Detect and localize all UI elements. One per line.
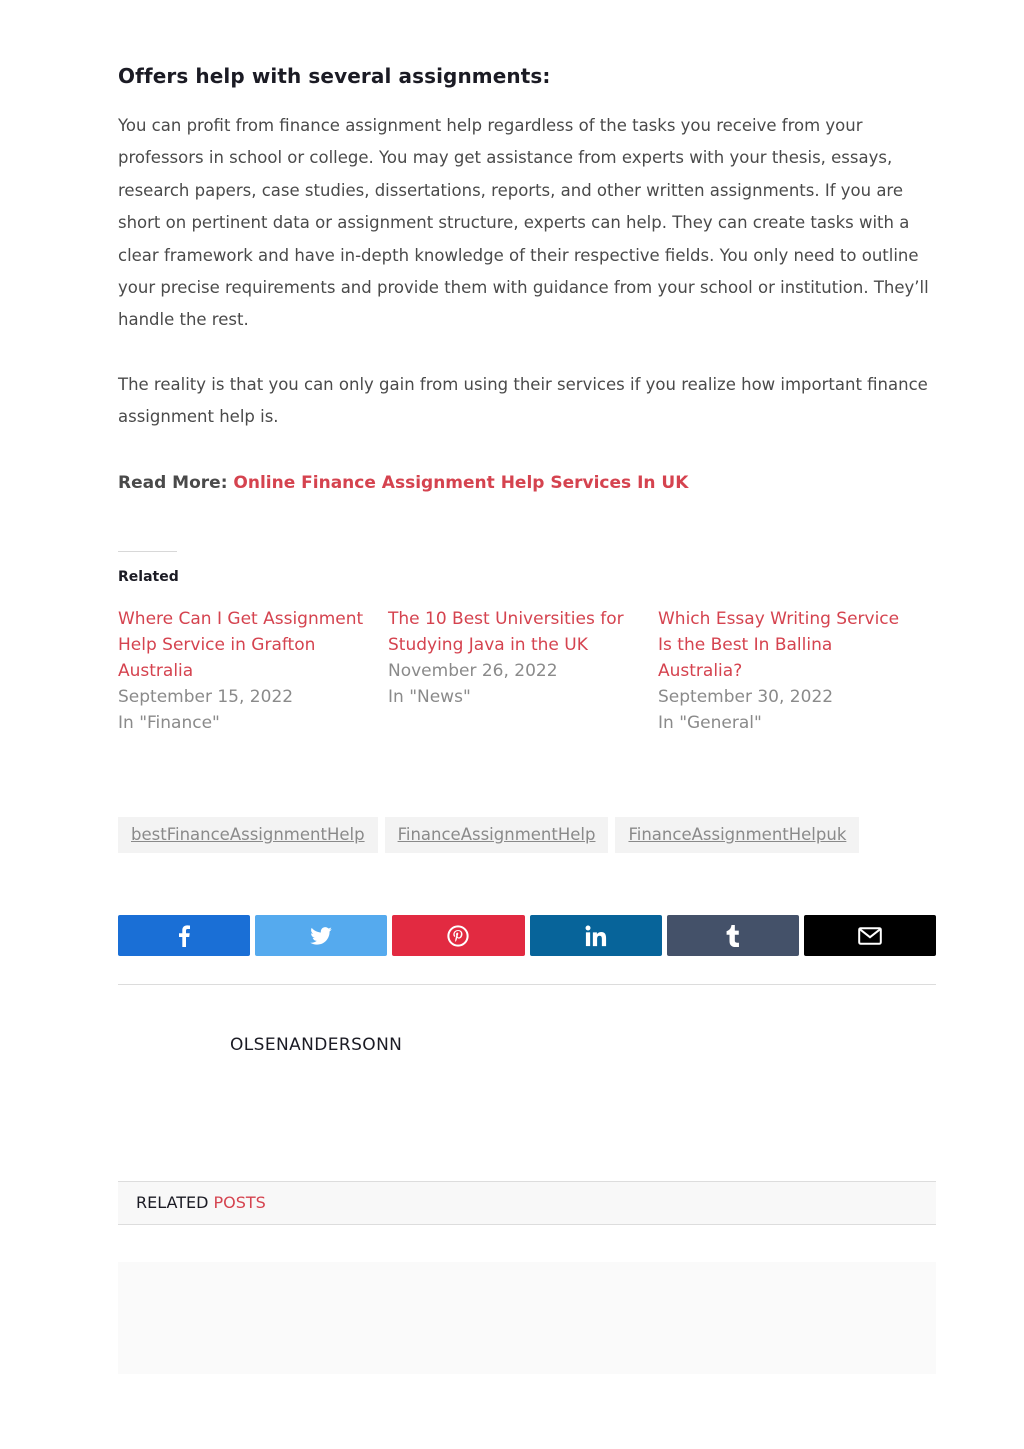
tag-best-finance-assignment-help[interactable]: bestFinanceAssignmentHelp <box>118 817 378 853</box>
share-twitter-button[interactable] <box>255 915 387 956</box>
related-item <box>658 606 908 736</box>
related-heading: Related <box>118 569 179 585</box>
author-name-link[interactable]: OLSENANDERSONN <box>230 1035 403 1055</box>
read-more <box>118 467 688 499</box>
related-item-date: September 15, 2022 <box>118 687 294 707</box>
email-icon <box>858 927 882 945</box>
related-posts-label-accent: POSTS <box>213 1193 266 1212</box>
share-facebook-button[interactable] <box>118 915 250 956</box>
twitter-icon <box>310 927 332 945</box>
tag-finance-assignment-help[interactable]: FinanceAssignmentHelp <box>385 817 609 853</box>
related-posts-placeholder <box>118 1262 936 1374</box>
related-item-category: In "News" <box>388 687 471 707</box>
related-item <box>118 606 368 736</box>
related-item-date: September 30, 2022 <box>658 687 834 707</box>
related-posts-label: RELATED <box>136 1193 214 1212</box>
article-paragraph-2: The reality is that you can only gain from using their services if you realize how important finance assignment help is. <box>118 375 928 427</box>
read-more-link[interactable]: Online Finance Assignment Help Services In UK <box>233 473 689 493</box>
share-linkedin-button[interactable] <box>530 915 662 956</box>
share-tumblr-button[interactable] <box>667 915 799 956</box>
pinterest-icon <box>447 925 469 947</box>
related-item-title[interactable]: Which Essay Writing Service Is the Best In Ballina Australia? <box>658 609 900 681</box>
tag-list <box>118 817 859 853</box>
facebook-icon <box>178 925 190 947</box>
article-paragraph-1: You can profit from finance assignment help regardless of the tasks you receive from your professors in school or college. You may get assistance from experts with your thesis, essays, research papers, case studies, dissertations, reports, and other written assignments. If you are short on pertinent data or assignment structure, experts can help. They can create tasks with a clear framework and have in-depth knowledge of their respective fields. You only need to outline your precise requirements and provide them with guidance from your school or institution. They’ll handle the rest. <box>118 116 929 330</box>
read-more-label: Read More: <box>118 473 234 493</box>
section-heading: Offers help with several assignments: <box>118 64 551 88</box>
share-email-button[interactable] <box>804 915 936 956</box>
related-item-category: In "General" <box>658 713 762 733</box>
related-item-category: In "Finance" <box>118 713 220 733</box>
related-item <box>388 606 638 710</box>
section-divider <box>118 984 936 985</box>
linkedin-icon <box>585 925 607 947</box>
share-bar <box>118 915 936 956</box>
related-posts-header <box>118 1181 936 1225</box>
related-item-title[interactable]: Where Can I Get Assignment Help Service in Grafton Australia <box>118 609 364 681</box>
related-item-date: November 26, 2022 <box>388 661 558 681</box>
tag-finance-assignment-helpuk[interactable]: FinanceAssignmentHelpuk <box>615 817 859 853</box>
share-pinterest-button[interactable] <box>392 915 524 956</box>
related-item-title[interactable]: The 10 Best Universities for Studying Java in the UK <box>388 609 624 655</box>
tumblr-icon <box>726 925 740 947</box>
related-divider <box>118 551 177 552</box>
